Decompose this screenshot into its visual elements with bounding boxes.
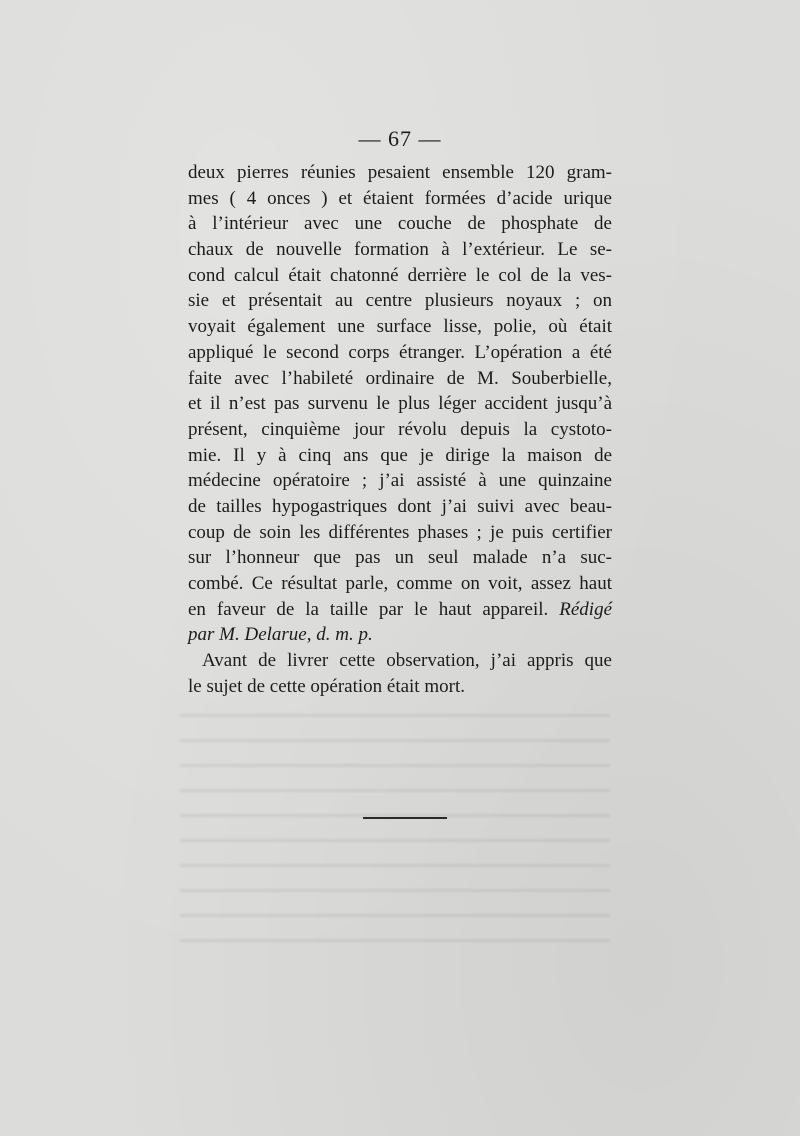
text-line: faite avec l’habileté ordinaire de M. Souberbielle, [188,367,612,389]
text-line: de tailles hypogastriques dont j’ai suivi avec beau- [188,495,612,517]
text-line: cond calcul était chatonné derrière le col de la ves- [188,264,612,286]
text-line: sur l’honneur que pas un seul malade n’a suc- [188,547,612,569]
text-line: appliqué le second corps étranger. L’opération a été [188,341,612,363]
text-line: le sujet de cette opération était mort. [188,675,465,697]
section-divider [363,817,447,819]
signature-italic: Rédigé [559,598,613,620]
text-line: mie. Il y à cinq ans que je dirige la maison de [188,444,612,466]
text-line: médecine opératoire ; j’ai assisté à une quinzaine [188,470,612,492]
text-line: sie et présentait au centre plusieurs noyaux ; on [188,290,612,312]
text-line: présent, cinquième jour révolu depuis la cystoto- [188,418,612,440]
text-line: Avant de livrer cette observation, j’ai appris que [202,650,612,672]
text-line: deux pierres réunies pesaient ensemble 120 gram- [188,162,612,183]
body-text [188,160,612,699]
text-line: à l’intérieur avec une couche de phosphate de [188,213,612,235]
text-line: coup de soin les différentes phases ; je puis certifier [188,521,612,543]
show-through-text [180,700,610,960]
text-fragment: en faveur de la taille par le haut appareil. [188,598,549,620]
text-line: chaux de nouvelle formation à l’extérieur. Le se- [188,239,612,261]
text-line: combé. Ce résultat parle, comme on voit, assez haut [188,573,612,594]
text-line: et il n’est pas survenu le plus léger accident jusqu’à [188,393,612,415]
signature-line: par M. Delarue, d. m. p. [188,624,373,646]
text-line: voyait également une surface lisse, polie, où était [188,316,612,338]
page-number: — 67 — [358,126,442,151]
text-line: mes ( 4 onces ) et étaient formées d’acide urique [188,187,612,209]
text-line-with-signature [188,597,612,623]
